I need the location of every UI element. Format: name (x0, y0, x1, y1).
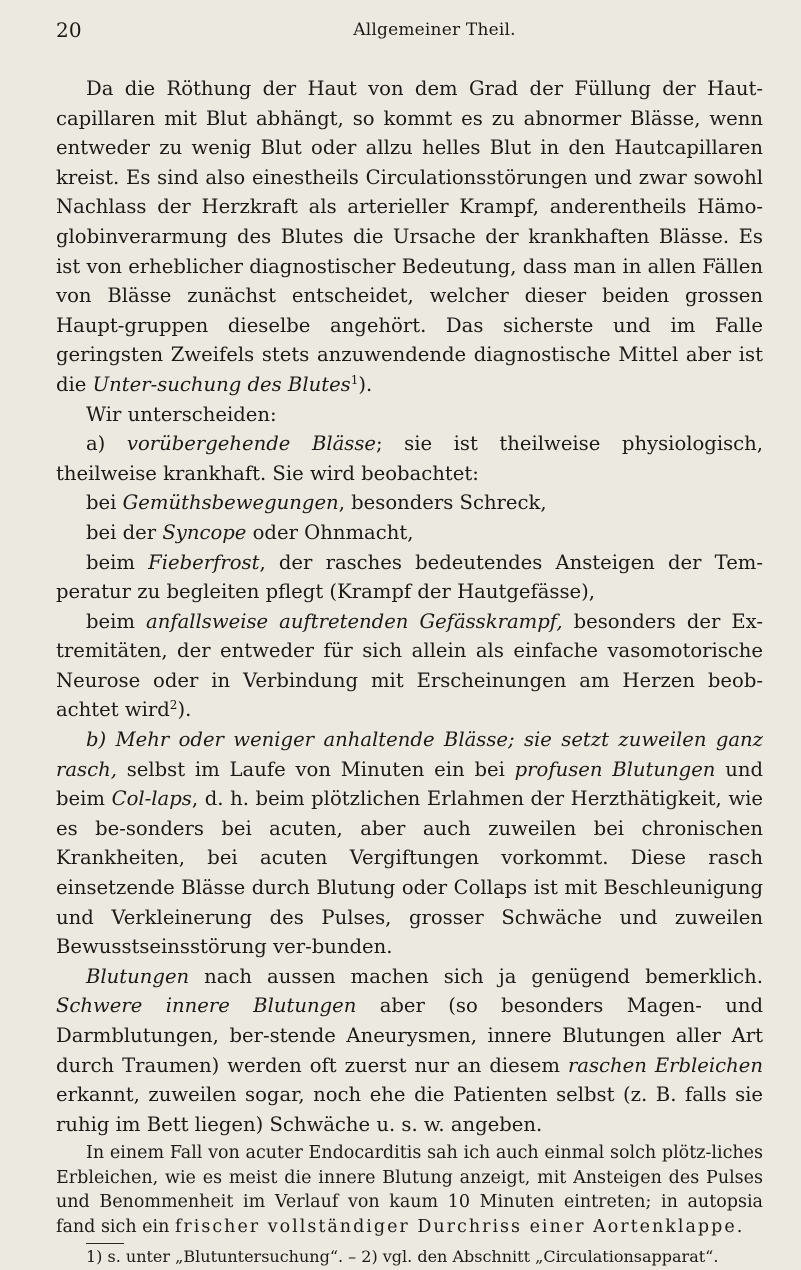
text-segment: bei der (86, 520, 163, 544)
emphasis: raschen Erbleichen (567, 1053, 763, 1077)
emphasis: Gemüthsbewegungen (122, 491, 339, 515)
text-segment: nach aussen machen sich ja genügend bemerklich. (189, 964, 763, 988)
emphasis: b) Mehr oder weniger anhaltende Blässe; sie setzt zuweilen ganz rasch, (56, 728, 763, 781)
text-segment: aber (so besonders Magen- und Darmblutungen, ber-stende Aneurysmen, innere Blutungen aller Art durch Traumen) werden oft zuerst nur an diesem (56, 994, 763, 1077)
text-segment: Wir unterscheiden: (86, 402, 277, 426)
emphasis: Col-laps (111, 787, 192, 811)
emphasis: Fieberfrost (148, 550, 260, 574)
text-segment: selbst im Laufe von Minuten ein bei (116, 757, 515, 781)
emphasis: Syncope (162, 520, 247, 544)
text-segment: , d. h. beim plötzlichen Erlahmen der Herzthätigkeit, wie es be-sonders bei acuten, aber auch zuweilen bei chronischen Krankheiten, bei acuten Vergiftungen vorkommt. Diese rasch einsetzende Blässe durch Blutung oder Collaps ist mit Beschleunigung und Verkleinerung des Pulses, grosser Schwäche und zuweilen Bewusstseinsstörung ver-bunden. (56, 787, 763, 959)
list-item (56, 607, 763, 725)
emphasis: Schwere innere Blutungen (56, 994, 357, 1018)
paragraph-intro (56, 74, 763, 400)
emphasis: Blutungen (86, 964, 190, 988)
item-b (56, 725, 763, 962)
paragraph-case-note (56, 1141, 763, 1239)
text-segment: und beim (56, 757, 764, 811)
text-segment: , besonders Schreck, (338, 491, 547, 515)
paragraph-bleeding (56, 962, 763, 1140)
text-segment: beim (86, 550, 149, 574)
footnotes: 1) s. unter „Blutuntersuchung“. – 2) vgl. den Abschnitt „Circulationsapparat“. (86, 1247, 719, 1267)
item-a (56, 429, 763, 488)
text-segment: Da die Röthung der Haut von dem Grad der Füllung der Haut-capillaren mit Blut abhängt, so kommt es zu abnormer Blässe, wenn entweder zu wenig Blut oder allzu helles Blut in den Hautcapillaren kreist. Es sind also einestheils Circulationsstörungen und zwar sowohl Nachlass der Herzkraft als arterieller Krampf, anderentheils Hämo-globinverarmung des Blutes die Ursache der krankhaften Blässe. Es ist von erheblicher diagnostischer Bedeutung, dass man in allen Fällen von Blässe zunächst entscheidet, welcher dieser beiden grossen Haupt-gruppen dieselbe angehört. Das sicherste und im Falle geringsten Zweifels stets anzuwendende diagnostische Mittel aber ist die (56, 77, 763, 396)
page-number: 20 (56, 18, 82, 42)
text-segment: oder Ohnmacht, (246, 520, 414, 544)
text-segment: bei (86, 491, 123, 515)
text-segment: ). (358, 372, 373, 396)
text-segment: beim (86, 609, 147, 633)
emphasis: profusen Blutungen (514, 757, 716, 781)
emphasis: vorübergehende Blässe (126, 432, 376, 456)
item-a-list (56, 488, 763, 547)
list-item (86, 488, 763, 518)
footnote-ref-2: 2 (169, 698, 178, 713)
list-item (86, 518, 763, 548)
emphasis: anfallsweise auftretenden Gefässkrampf, (146, 609, 563, 633)
text-segment: In einem Fall von acuter Endocarditis sah ich auch einmal solch plötz-liches Erbleichen, wie es meist die innere Blutung anzeigt, mit Ansteigen des Pulses und Benommenheit im Verlauf von kaum 10 Minuten eintreten; in autopsia fand sich ein (56, 1143, 763, 1237)
text-segment: . (736, 1216, 743, 1237)
body-text (56, 74, 763, 1268)
emphasis: Unter-suchung des Blutes (92, 372, 351, 396)
footnote-divider (86, 1243, 124, 1244)
text-segment: erkannt, zuweilen sogar, noch ehe die Patienten selbst (z. B. falls sie ruhig im Bett liegen) Schwäche u. s. w. angeben. (56, 1083, 763, 1136)
footnote-ref-1: 1 (350, 372, 359, 387)
text-segment: besonders der Ex-tremitäten, der entweder für sich allein als einfache vasomotorische Neurose oder in Verbindung mit Erscheinungen am Herzen beob-achtet wird (56, 609, 763, 722)
spaced-emphasis: frischer vollständiger Durchriss einer Aortenklappe (174, 1216, 737, 1237)
item-label: a) (86, 432, 127, 456)
page-header (56, 18, 763, 44)
running-head: Allgemeiner Theil. (353, 20, 516, 40)
text-segment: ). (177, 698, 192, 722)
text-segment: ; sie ist theilweise physiologisch, theilweise krankhaft. Sie wird beobachtet: (56, 432, 763, 485)
list-item (56, 548, 763, 607)
paragraph-distinction (56, 400, 763, 430)
text-segment: , der rasches bedeutendes Ansteigen der Tem-peratur zu begleiten pflegt (Krampf der Hautgefässe), (56, 550, 763, 604)
